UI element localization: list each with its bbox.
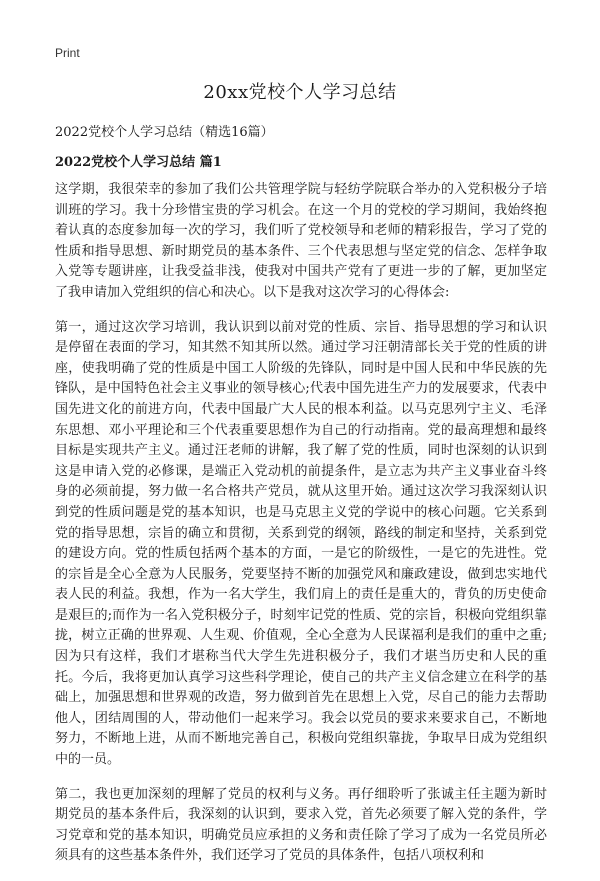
paragraph-intro: 这学期，我很荣幸的参加了我们公共管理学院与轻纺学院联合举办的入党积极分子培训班的学习。我十分珍惜宝贵的学习机会。在这一个月的党校的学习期间，我始终抱着认真的态度参加每一次的学习，我们听了党校领导和老师的精彩报告，学习了党的性质和指导思想、新时期党员的基本条件、三个代表思想与坚定党的信念、怎样争取入党等专题讲座，让我受益非浅，使我对中国共产党有了更进一步的了解，更加坚定了我申请加入党组织的信心和决心。以下是我对这次学习的心得体会: (55, 182, 547, 300)
paragraph-first-point: 第一，通过这次学习培训，我认识到以前对党的性质、宗旨、指导思想的学习和认识是停留在表面的学习，知其然不知其所以然。通过学习汪朝清部长关于党的性质的讲座，使我明确了党的性质是中国工人阶级的先锋队，同时是中国人民和中华民族的先锋队，是中国特色社会主义事业的领导核心;代表中国先进生产力的发展要求，代表中国先进文化的前进方向，代表中国最广大人民的根本利益。以马克思列宁主义、毛泽东思想、邓小平理论和三个代表重要思想作为自己的行动指南。党的最高理想和最终目标是实现共产主义。通过汪老师的讲解，我了解了党的性质，同时也深刻的认识到这是申请入党的必修课，是端正入党动机的前提条件，是立志为共产主义事业奋斗终身的必须前提，努力做一名合格共产党员，就从这里开始。通过这次学习我深刻认识到党的性质问题是党的基本知识，也是马克思主义党的学说中的核心问题。它关系到党的指导思想，宗旨的确立和贯彻，关系到党的纲领，路线的制定和坚持，关系到党的建设方向。党的性质包括两个基本的方面，一是它的阶级性，一是它的先进性。党的宗旨是全心全意为人民服务，党要坚持不断的加强党风和廉政建设，做到忠实地代表人民的利益。我想，作为一名大学生，我们肩上的责任是重大的，背负的历史使命是艰巨的;而作为一名入党积极分子，时刻牢记党的性质、党的宗旨，积极向党组织靠拢，树立正确的世界观、人生观、价值观，全心全意为人民谋福利是我们的重中之重;因为只有这样，我们才堪称当代大学生先进积极分子，我们才堪当历史和人民的重托。今后，我将更加认真学习这些科学理论，使自己的共产主义信念建立在科学的基础上，加强思想和世界观的改造，努力做到首先在思想上入党，尽自己的能力去帮助他人，团结周围的人，带动他们一起来学习。我会以党员的要求来要求自己，不断地努力，不断地上进，从而不断地完善自己，积极向党组织靠拢，争取早日成为党组织中的一员。 (55, 319, 547, 768)
document-title: 20xx党校个人学习总结 (203, 82, 397, 103)
paragraph-second-point: 第二，我也更加深刻的理解了党员的权利与义务。再仔细聆听了张诚主任主题为新时期党员的基本条件后，我深刻的认识到，要求入党，首先必须要了解入党的条件，学习党章和党的基本知识，明确党员应承担的义务和责任除了学习了成为一名党员所必须具有的这些基本条件外，我们还学习了党员的具体条件，包括八项权利和 (55, 786, 547, 864)
document-body (55, 180, 547, 881)
section-heading: 2022党校个人学习总结 篇1 (55, 155, 222, 170)
document-subtitle: 2022党校个人学习总结（精选16篇） (55, 125, 274, 140)
print-label: Print (55, 46, 80, 60)
